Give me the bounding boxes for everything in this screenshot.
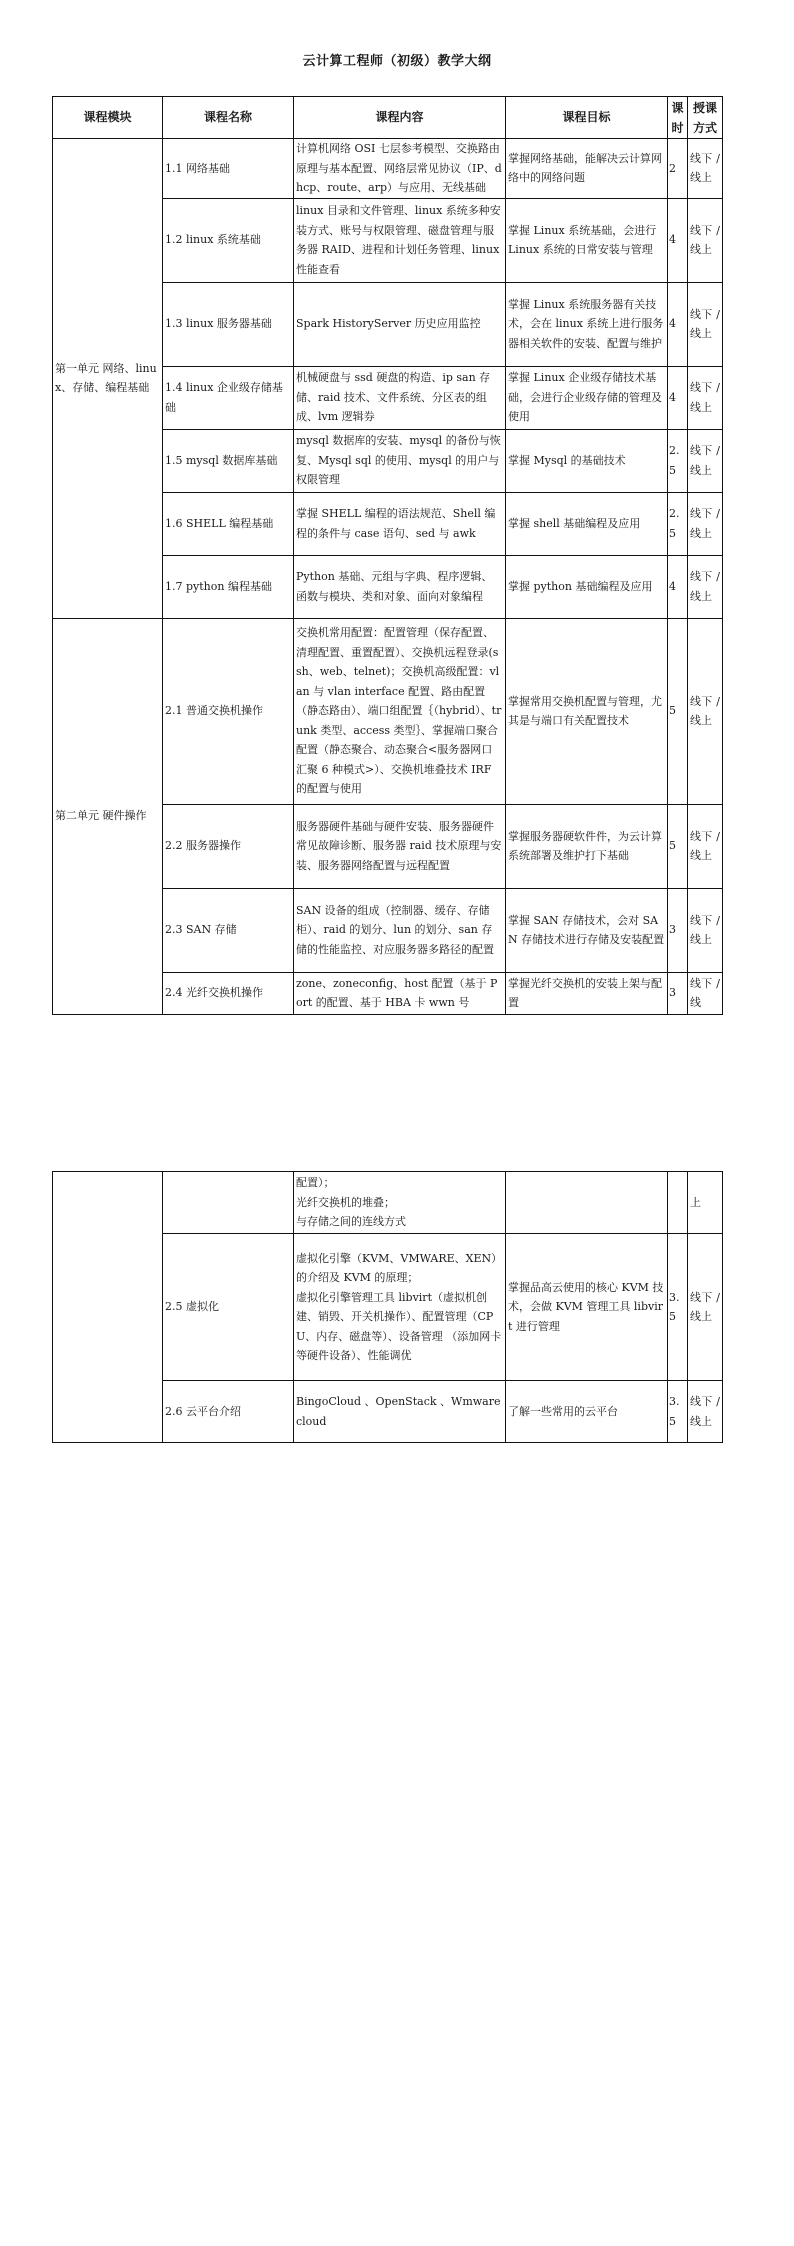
hours-cell: 3 (668, 972, 688, 1014)
teaching-mode-cell: 线下 / 线上 (688, 618, 723, 804)
teaching-mode-cell: 线下 / 线上 (688, 366, 723, 429)
course-name-cell (163, 1172, 294, 1234)
header-mode: 授课方式 (688, 97, 723, 139)
hours-cell: 5 (668, 804, 688, 888)
header-row (53, 97, 723, 139)
course-content-cell: 计算机网络 OSI 七层参考模型、交换路由原理与基本配置、网络层常见协议（IP、dhcp、route、arp）与应用、无线基础 (294, 139, 506, 199)
course-content-cell: linux 目录和文件管理、linux 系统多种安装方式、账号与权限管理、磁盘管理与服务器 RAID、进程和计划任务管理、linux 性能查看 (294, 198, 506, 282)
hours-cell: 3.5 (668, 1381, 688, 1443)
teaching-mode-cell: 线下 / 线上 (688, 282, 723, 366)
course-name-cell: 1.4 linux 企业级存储基础 (163, 366, 294, 429)
header-module: 课程模块 (53, 97, 163, 139)
course-content-cell: 配置）； 光纤交换机的堆叠； 与存储之间的连线方式 (294, 1172, 506, 1234)
teaching-mode-cell: 线下 / 线上 (688, 1381, 723, 1443)
hours-cell: 2 (668, 139, 688, 199)
hours-cell: 5 (668, 618, 688, 804)
teaching-mode-cell: 上 (688, 1172, 723, 1234)
course-name-cell: 2.3 SAN 存储 (163, 888, 294, 972)
header-hours: 课时 (668, 97, 688, 139)
hours-cell: 2.5 (668, 492, 688, 555)
course-goal-cell: 掌握 Linux 系统服务器有关技术，会在 linux 系统上进行服务器相关软件的安装、配置与维护 (506, 282, 668, 366)
course-content-cell: BingoCloud 、OpenStack 、Wmware cloud (294, 1381, 506, 1443)
hours-cell: 3 (668, 888, 688, 972)
header-content: 课程内容 (294, 97, 506, 139)
course-name-cell: 1.1 网络基础 (163, 139, 294, 199)
module-cell (53, 1172, 163, 1443)
table-row (53, 139, 723, 199)
course-name-cell: 1.5 mysql 数据库基础 (163, 429, 294, 492)
course-content-cell: SAN 设备的组成（控制器、缓存、存储柜）、raid 的划分、lun 的划分、san 存储的性能监控、对应服务器多路径的配置 (294, 888, 506, 972)
table-row (53, 618, 723, 804)
course-goal-cell: 掌握 Linux 企业级存储技术基础，会进行企业级存储的管理及使用 (506, 366, 668, 429)
course-goal-cell: 掌握网络基础，能解决云计算网络中的网络问题 (506, 139, 668, 199)
course-name-cell: 2.5 虚拟化 (163, 1234, 294, 1381)
syllabus-table-continued (52, 1171, 723, 1443)
document-title: 云计算工程师（初级）教学大纲 (302, 54, 492, 69)
course-goal-cell: 掌握 python 基础编程及应用 (506, 555, 668, 618)
course-content-cell: Spark HistoryServer 历史应用监控 (294, 282, 506, 366)
hours-cell: 2.5 (668, 429, 688, 492)
hours-cell: 4 (668, 555, 688, 618)
hours-cell (668, 1172, 688, 1234)
teaching-mode-cell: 线下 / 线上 (688, 804, 723, 888)
course-goal-cell: 掌握光纤交换机的安装上架与配置 (506, 972, 668, 1014)
course-goal-cell: 掌握 Mysql 的基础技术 (506, 429, 668, 492)
hours-cell: 4 (668, 198, 688, 282)
course-name-cell: 1.2 linux 系统基础 (163, 198, 294, 282)
module-cell: 第一单元 网络、linux、存储、编程基础 (53, 139, 163, 619)
course-name-cell: 2.4 光纤交换机操作 (163, 972, 294, 1014)
teaching-mode-cell: 线下 / 线上 (688, 888, 723, 972)
course-content-cell: zone、zoneconfig、host 配置（基于 Port 的配置、基于 HBA 卡 wwn 号 (294, 972, 506, 1014)
course-name-cell: 1.3 linux 服务器基础 (163, 282, 294, 366)
course-goal-cell: 掌握 SAN 存储技术，会对 SAN 存储技术进行存储及安装配置 (506, 888, 668, 972)
course-goal-cell: 掌握服务器硬软件件，为云计算系统部署及维护打下基础 (506, 804, 668, 888)
course-name-cell: 1.6 SHELL 编程基础 (163, 492, 294, 555)
table-row (53, 1172, 723, 1234)
hours-cell: 3.5 (668, 1234, 688, 1381)
course-content-cell: Python 基础、元组与字典、程序逻辑、函数与模块、类和对象、面向对象编程 (294, 555, 506, 618)
course-name-cell: 2.1 普通交换机操作 (163, 618, 294, 804)
hours-cell: 4 (668, 366, 688, 429)
course-content-cell: 服务器硬件基础与硬件安装、服务器硬件常见故障诊断、服务器 raid 技术原理与安装、服务器网络配置与远程配置 (294, 804, 506, 888)
course-goal-cell (506, 1172, 668, 1234)
teaching-mode-cell: 线下 / 线上 (688, 492, 723, 555)
course-name-cell: 2.6 云平台介绍 (163, 1381, 294, 1443)
course-goal-cell: 掌握常用交换机配置与管理，尤其是与端口有关配置技术 (506, 618, 668, 804)
hours-cell: 4 (668, 282, 688, 366)
course-content-cell: 机械硬盘与 ssd 硬盘的构造、ip san 存储、raid 技术、文件系统、分区表的组成、lvm 逻辑券 (294, 366, 506, 429)
teaching-mode-cell: 线下 / 线上 (688, 555, 723, 618)
teaching-mode-cell: 线下 / 线上 (688, 1234, 723, 1381)
syllabus-table (52, 96, 723, 1015)
teaching-mode-cell: 线下 / 线上 (688, 198, 723, 282)
course-content-cell: mysql 数据库的安装、mysql 的备份与恢复、Mysql sql 的使用、mysql 的用户与权限管理 (294, 429, 506, 492)
course-goal-cell: 掌握品高云使用的核心 KVM 技术，会做 KVM 管理工具 libvirt 进行管理 (506, 1234, 668, 1381)
course-name-cell: 1.7 python 编程基础 (163, 555, 294, 618)
course-goal-cell: 掌握 shell 基础编程及应用 (506, 492, 668, 555)
teaching-mode-cell: 线下 / 线 (688, 972, 723, 1014)
course-content-cell: 虚拟化引擎（KVM、VMWARE、XEN）的介绍及 KVM 的原理； 虚拟化引擎管理工具 libvirt（虚拟机创建、销毁、开关机操作）、配置管理（CPU、内存、磁盘等）、设备管理 （添加网卡等硬件设备）、性能调优 (294, 1234, 506, 1381)
teaching-mode-cell: 线下 / 线上 (688, 139, 723, 199)
course-goal-cell: 了解一些常用的云平台 (506, 1381, 668, 1443)
course-goal-cell: 掌握 Linux 系统基础，会进行 Linux 系统的日常安装与管理 (506, 198, 668, 282)
course-content-cell: 掌握 SHELL 编程的语法规范、Shell 编程的条件与 case 语句、sed 与 awk (294, 492, 506, 555)
course-content-cell: 交换机常用配置：配置管理（保存配置、清理配置、重置配置）、交换机远程登录(ssh、web、telnet)；交换机高级配置：vlan 与 vlan interface 配置、路由配置（静态路由）、端口组配置｛（hybrid）、trunk 类型、access 类型｝、掌握端口聚合配置（静态聚合、动态聚合<服务器网口汇聚 6 种模式>）、交换机堆叠技术 IRF 的配置与使用 (294, 618, 506, 804)
header-goal: 课程目标 (506, 97, 668, 139)
course-name-cell: 2.2 服务器操作 (163, 804, 294, 888)
header-course-name: 课程名称 (163, 97, 294, 139)
module-cell: 第二单元 硬件操作 (53, 618, 163, 1014)
teaching-mode-cell: 线下 / 线上 (688, 429, 723, 492)
